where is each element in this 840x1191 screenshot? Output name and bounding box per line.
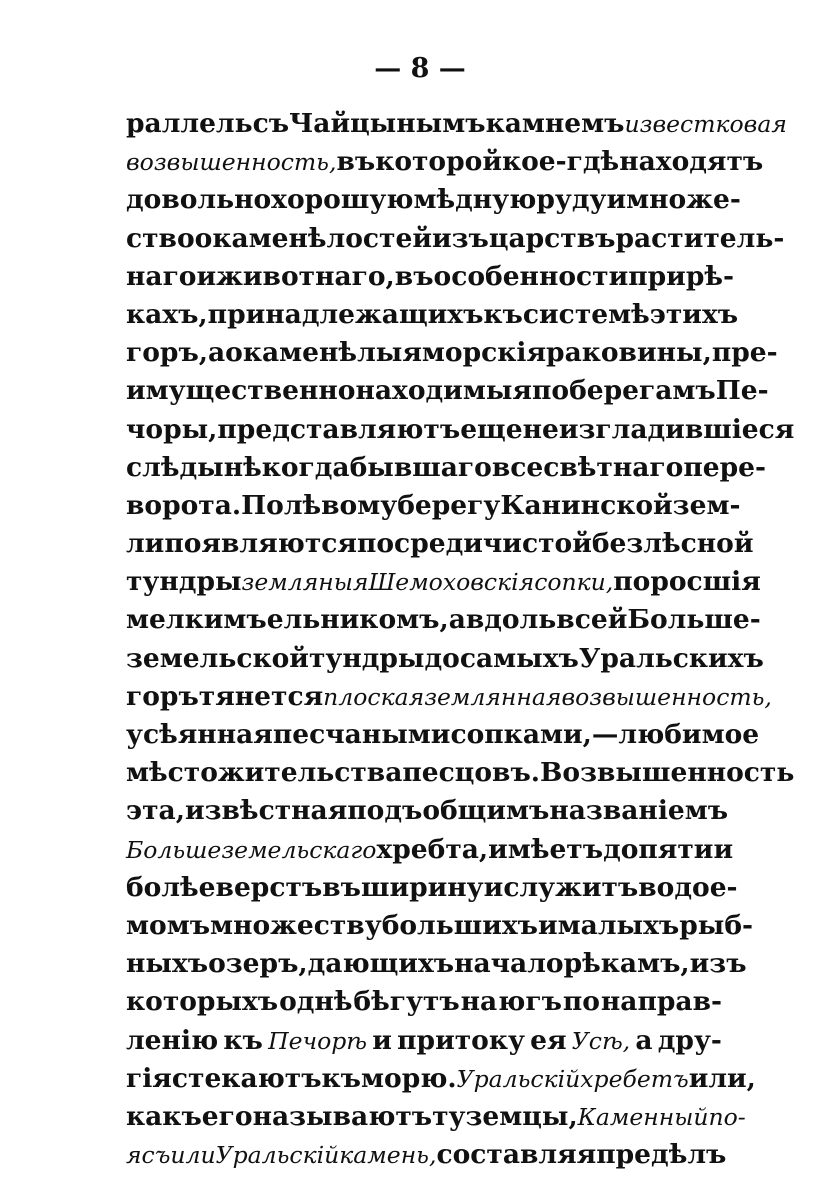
word: земельской — [126, 642, 309, 674]
word: царствъ — [488, 222, 616, 254]
word: до — [424, 642, 460, 674]
word: наго — [126, 260, 197, 292]
word: большихъ — [381, 909, 538, 941]
word: Возвышенность — [540, 757, 795, 789]
word: Больше- — [627, 604, 761, 636]
word: или, — [688, 1062, 756, 1094]
word: ли — [126, 528, 165, 560]
text-line — [126, 260, 734, 299]
word: хребта, — [376, 833, 489, 865]
word: по — [562, 986, 600, 1018]
word: имѣетъ — [488, 833, 604, 865]
word: изъ — [689, 948, 747, 980]
text-line — [126, 948, 747, 986]
word: въ — [322, 871, 361, 903]
word: какъ — [126, 1100, 202, 1132]
word: названіемъ — [549, 795, 729, 827]
word: довольно — [126, 184, 272, 216]
word: и — [483, 871, 504, 903]
word: Пе- — [715, 375, 769, 407]
word: водое- — [638, 871, 738, 903]
word: стекаютъ — [171, 1062, 322, 1094]
word: и — [372, 1024, 392, 1056]
word: рыб- — [679, 909, 754, 941]
text-line — [126, 604, 761, 642]
word: пере- — [683, 451, 766, 483]
word: или — [170, 1141, 216, 1170]
word: по — [532, 375, 570, 407]
word: ширину — [360, 871, 484, 903]
word: его — [201, 1100, 253, 1132]
text-line — [126, 375, 769, 413]
word: направ- — [600, 986, 722, 1018]
word: на — [460, 986, 498, 1018]
word: зем- — [672, 489, 741, 521]
word: неизгладившіеся — [522, 413, 795, 445]
text-line — [126, 413, 795, 452]
text-line — [126, 871, 738, 910]
word: камнемъ — [485, 108, 625, 139]
text-line — [126, 337, 778, 375]
word: любимое — [618, 719, 760, 750]
word: окаменѣлостей — [194, 222, 432, 254]
word: раковины, — [546, 337, 712, 369]
word: песцовъ. — [402, 757, 541, 789]
word: землянная — [424, 682, 562, 711]
text-body — [126, 108, 795, 1177]
word: раллель — [126, 108, 253, 139]
word: момъ — [126, 909, 211, 941]
word: къ — [483, 298, 523, 330]
word: рѣкамъ, — [563, 948, 690, 980]
word: которой — [375, 146, 502, 178]
word: множеству — [210, 909, 382, 941]
word: берегу — [397, 489, 501, 521]
word: изъ — [431, 222, 489, 254]
word: системѣ — [522, 298, 650, 330]
text-line — [126, 298, 739, 337]
word: безлѣсной — [591, 528, 754, 560]
text-line — [126, 146, 764, 184]
word: Каменный — [577, 1102, 709, 1131]
word: до — [603, 833, 639, 865]
word: плоская — [323, 682, 425, 711]
word: особенности — [433, 260, 629, 292]
word: мѣдную — [413, 184, 537, 216]
word: начало — [454, 948, 564, 980]
word: а — [635, 1024, 653, 1056]
word: слѣды — [126, 451, 224, 483]
word: бывшаго — [349, 451, 492, 483]
word: поросшія — [613, 566, 761, 598]
word: Уральскій — [456, 1064, 581, 1093]
word: верстъ — [215, 871, 323, 903]
word: возвышенность, — [126, 148, 337, 177]
word: туземцы, — [432, 1100, 578, 1132]
word: и — [196, 260, 217, 292]
word: подъ — [347, 795, 423, 827]
word: и — [538, 909, 558, 941]
word: дающихъ — [307, 948, 455, 980]
word: тянется — [198, 680, 324, 712]
word: этихъ — [649, 298, 739, 330]
text-line — [126, 451, 766, 490]
word: бѣгутъ — [353, 986, 460, 1018]
word: озеръ, — [208, 948, 308, 980]
word: лѣвому — [283, 489, 398, 521]
word: общимъ — [422, 795, 550, 827]
word: которыхъ — [126, 986, 279, 1018]
text-line — [126, 222, 785, 261]
word: тундры — [126, 566, 242, 598]
word: однѣ — [279, 986, 353, 1018]
page-number: — 8 — — [374, 53, 466, 84]
word: въ — [336, 146, 376, 178]
word: ясъ — [126, 1141, 171, 1170]
text-line — [126, 1062, 756, 1101]
word: всей — [556, 604, 628, 636]
word: морскія — [421, 337, 547, 369]
text-line — [126, 719, 760, 757]
text-line — [126, 986, 722, 1024]
text-line — [126, 757, 795, 795]
word: песчаными — [272, 719, 451, 750]
word: ворота. — [126, 489, 242, 521]
word: къ — [321, 1062, 362, 1094]
word: Большеземельскаго — [126, 835, 377, 864]
word: называютъ — [252, 1100, 433, 1132]
word: а — [208, 337, 226, 369]
word: Чайцынымъ — [289, 108, 486, 139]
word: пяти — [638, 833, 714, 865]
word: хребетъ — [580, 1064, 689, 1093]
text-line — [126, 1100, 746, 1139]
word: тундры — [308, 642, 425, 674]
text-line — [126, 1025, 722, 1063]
text-line — [126, 909, 754, 948]
word: нѣкогда — [223, 451, 350, 483]
word: служитъ — [503, 871, 639, 903]
word: эта, — [126, 795, 185, 827]
word: животнаго, — [216, 260, 395, 292]
word: мѣсто — [126, 757, 218, 789]
word: посреди — [356, 528, 483, 560]
text-line — [126, 1139, 727, 1177]
word: принадлежащихъ — [207, 298, 484, 330]
word: ленію — [126, 1024, 219, 1056]
word: къ — [223, 1024, 263, 1056]
word: кое-гдѣ — [501, 146, 620, 178]
word: и — [713, 833, 734, 865]
word: Уральскихъ — [578, 642, 764, 674]
word: болѣе — [126, 871, 216, 903]
word: камень, — [339, 1141, 437, 1170]
word: представляютъ — [217, 413, 461, 445]
word: чоры, — [126, 413, 218, 445]
word: по- — [708, 1102, 746, 1131]
word: малыхъ — [557, 909, 680, 941]
word: усѣянная — [126, 719, 273, 750]
word: ея — [530, 1024, 567, 1056]
word: рѣ- — [685, 260, 734, 292]
word: дру- — [657, 1024, 722, 1056]
word: въ — [394, 260, 434, 292]
word: окаменѣлыя — [225, 337, 422, 369]
word: притоку — [397, 1024, 525, 1056]
text-line — [126, 566, 761, 604]
word: раститель- — [615, 222, 785, 254]
word: извѣстная — [184, 795, 348, 827]
text-line — [126, 108, 787, 146]
word: имущественно — [126, 375, 356, 407]
word: пре- — [711, 337, 778, 369]
word: всесвѣтнаго — [491, 451, 684, 483]
word: сопками, — [450, 719, 592, 750]
word: Усѣ, — [571, 1026, 631, 1055]
word: морю. — [361, 1062, 457, 1094]
word: По — [241, 489, 284, 521]
word: съ — [252, 108, 290, 139]
word: ныхъ — [126, 948, 209, 980]
word: известковая — [624, 110, 787, 138]
text-line — [126, 833, 734, 872]
text-line — [126, 489, 741, 528]
text-line — [126, 184, 741, 222]
text-line — [126, 795, 729, 833]
word: югъ — [498, 986, 562, 1018]
word: чистой — [482, 528, 592, 560]
word: руду — [536, 184, 607, 216]
word: кахъ, — [126, 298, 208, 330]
word: мелкимъ — [126, 604, 267, 636]
word: находятъ — [619, 146, 764, 178]
word: появляются — [164, 528, 357, 560]
word: гія — [126, 1062, 172, 1094]
word: ельникомъ, — [266, 604, 449, 636]
word: горъ — [126, 680, 199, 712]
word: вдоль — [465, 604, 557, 636]
word: самыхъ — [459, 642, 579, 674]
word: составляя — [436, 1139, 597, 1171]
word: сопки, — [534, 568, 614, 597]
word: ство — [126, 222, 195, 254]
word: возвышенность, — [561, 682, 772, 711]
text-line — [126, 642, 764, 681]
word: хорошую — [271, 184, 414, 216]
word: множе- — [626, 184, 741, 216]
word: Шемоховскія — [368, 568, 535, 597]
word: еще — [460, 413, 523, 445]
word: горъ, — [126, 337, 208, 369]
word: Канинской — [500, 489, 673, 521]
word: находимыя — [355, 375, 532, 407]
word: Печорѣ — [268, 1026, 368, 1055]
text-line — [126, 528, 754, 566]
word: берегамъ — [569, 375, 716, 407]
word: предѣлъ — [596, 1139, 727, 1171]
word: и — [606, 184, 627, 216]
word: Уральскій — [215, 1141, 340, 1170]
word: а — [448, 604, 466, 636]
word: земляныя — [241, 568, 369, 597]
word: жительства — [217, 757, 403, 789]
word: — — [591, 719, 619, 750]
word: при — [628, 260, 686, 292]
text-line — [126, 680, 772, 719]
